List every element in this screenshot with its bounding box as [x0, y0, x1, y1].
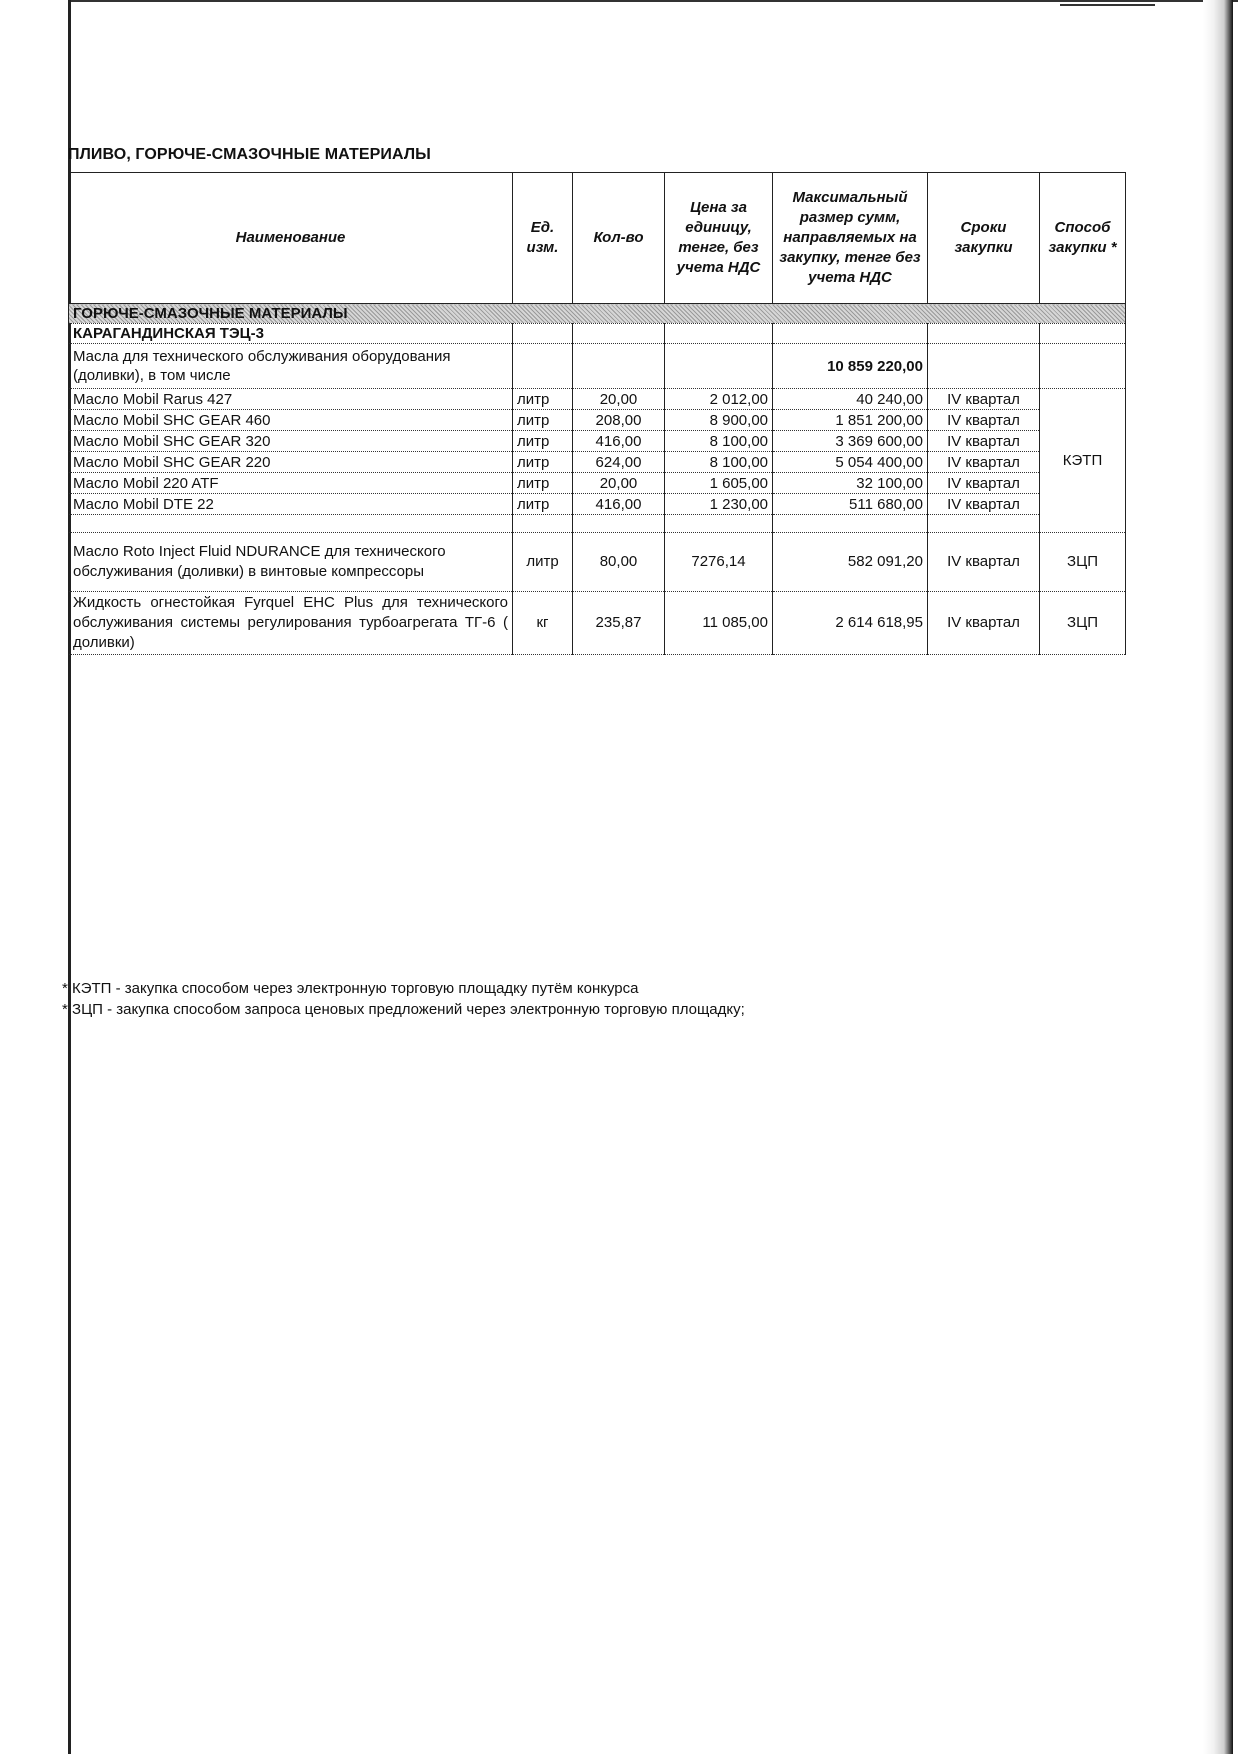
footnote-zcp: * ЗЦП - закупка способом запроса ценовых предложений через электронную торговую площадку; [62, 1001, 745, 1018]
item-name: Масло Mobil 220 ATF [69, 473, 513, 494]
items-method: КЭТП [1040, 389, 1126, 533]
table-header-row [69, 173, 1126, 304]
item-price: 8 900,00 [665, 410, 773, 431]
item-unit: литр [513, 389, 573, 410]
item-method: ЗЦП [1040, 592, 1126, 655]
item-price: 1 605,00 [665, 473, 773, 494]
item-period: IV квартал [928, 410, 1040, 431]
item-max-sum: 2 614 618,95 [773, 592, 928, 655]
item-unit: литр [513, 473, 573, 494]
item-qty: 416,00 [573, 494, 665, 515]
organization-label: КАРАГАНДИНСКАЯ ТЭЦ-3 [69, 324, 513, 344]
header-name: Наименование [69, 173, 513, 304]
header-period: Сроки закупки [928, 173, 1040, 304]
item-unit: кг [513, 592, 573, 655]
item-price: 8 100,00 [665, 431, 773, 452]
item-qty: 624,00 [573, 452, 665, 473]
header-max-sum: Максимальный размер сумм, направляемых на закупку, тенге без учета НДС [773, 173, 928, 304]
item-qty: 20,00 [573, 389, 665, 410]
table-row [69, 389, 1126, 410]
item-name: Масло Mobil Rarus 427 [69, 389, 513, 410]
table-row [69, 431, 1126, 452]
item-price: 1 230,00 [665, 494, 773, 515]
item-qty: 235,87 [573, 592, 665, 655]
section-title: ПЛИВО, ГОРЮЧЕ-СМАЗОЧНЫЕ МАТЕРИАЛЫ [68, 146, 431, 163]
item-price: 2 012,00 [665, 389, 773, 410]
item-unit: литр [513, 452, 573, 473]
category-label: ГОРЮЧЕ-СМАЗОЧНЫЕ МАТЕРИАЛЫ [69, 304, 1126, 324]
table-row [69, 494, 1126, 515]
item-period: IV квартал [928, 592, 1040, 655]
item-name: Масло Mobil SHC GEAR 220 [69, 452, 513, 473]
item-max-sum: 40 240,00 [773, 389, 928, 410]
item-period: IV квартал [928, 389, 1040, 410]
procurement-table [68, 172, 1126, 655]
item-unit: литр [513, 410, 573, 431]
header-price: Цена за единицу, тенге, без учета НДС [665, 173, 773, 304]
item-qty: 208,00 [573, 410, 665, 431]
item-max-sum: 582 091,20 [773, 533, 928, 592]
item-qty: 20,00 [573, 473, 665, 494]
table-row [69, 533, 1126, 592]
item-max-sum: 3 369 600,00 [773, 431, 928, 452]
table-row [69, 452, 1126, 473]
item-period: IV квартал [928, 494, 1040, 515]
item-period: IV квартал [928, 533, 1040, 592]
item-price: 11 085,00 [665, 592, 773, 655]
item-max-sum: 1 851 200,00 [773, 410, 928, 431]
item-price: 8 100,00 [665, 452, 773, 473]
table-row [69, 410, 1126, 431]
header-unit: Ед. изм. [513, 173, 573, 304]
item-name: Масло Mobil DTE 22 [69, 494, 513, 515]
group-row [69, 344, 1126, 389]
header-method: Способ закупки * [1040, 173, 1126, 304]
table-row [69, 592, 1126, 655]
header-qty: Кол-во [573, 173, 665, 304]
item-max-sum: 32 100,00 [773, 473, 928, 494]
category-row [69, 304, 1126, 324]
spacer-row [69, 515, 1126, 533]
item-period: IV квартал [928, 473, 1040, 494]
table-row [69, 473, 1126, 494]
footnotes [62, 978, 745, 1020]
item-price: 7276,14 [665, 533, 773, 592]
item-period: IV квартал [928, 431, 1040, 452]
item-name: Масло Roto Inject Fluid NDURANCE для технического обслуживания (доливки) в винтовые компрессоры [69, 533, 513, 592]
item-name: Масло Mobil SHC GEAR 320 [69, 431, 513, 452]
item-max-sum: 511 680,00 [773, 494, 928, 515]
item-qty: 80,00 [573, 533, 665, 592]
item-qty: 416,00 [573, 431, 665, 452]
item-unit: литр [513, 533, 573, 592]
scan-mark-top-right [1060, 4, 1155, 6]
item-name: Масло Mobil SHC GEAR 460 [69, 410, 513, 431]
group-name: Масла для технического обслуживания оборудования (доливки), в том числе [69, 344, 513, 389]
item-unit: литр [513, 494, 573, 515]
organization-row [69, 324, 1126, 344]
item-name: Жидкость огнестойкая Fyrquel EHC Plus для технического обслуживания системы регулирования турбоагрегата ТГ-6 ( доливки) [69, 592, 513, 655]
scan-edge-top [68, 0, 1238, 2]
footnote-ketp: * КЭТП - закупка способом через электронную торговую площадку путём конкурса [62, 980, 639, 997]
item-period: IV квартал [928, 452, 1040, 473]
item-max-sum: 5 054 400,00 [773, 452, 928, 473]
item-method: ЗЦП [1040, 533, 1126, 592]
group-max-sum: 10 859 220,00 [773, 344, 928, 389]
scan-edge-right [1203, 0, 1233, 1754]
item-unit: литр [513, 431, 573, 452]
